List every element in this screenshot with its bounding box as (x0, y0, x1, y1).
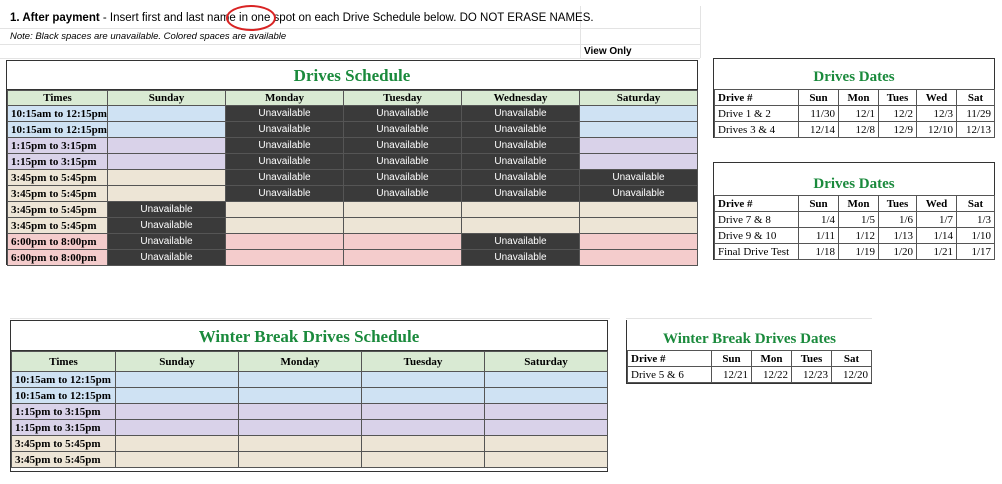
note-text: Note: Black spaces are unavailable. Colored spaces are available (10, 31, 287, 42)
date-row (628, 367, 872, 383)
drive-number: Drives 3 & 4 (715, 122, 799, 138)
winter-schedule (10, 320, 608, 472)
schedule-row (12, 436, 608, 452)
available-slot[interactable] (362, 404, 485, 420)
drive-number: Final Drive Test (715, 244, 799, 260)
column-header: Drive # (628, 351, 712, 367)
available-slot[interactable] (226, 250, 344, 266)
available-slot[interactable] (462, 202, 580, 218)
view-only-label: View Only (584, 46, 632, 57)
available-slot[interactable] (108, 186, 226, 202)
date-row (715, 212, 995, 228)
schedule-row (12, 452, 608, 468)
unavailable-slot: Unavailable (462, 122, 580, 138)
column-header: Wed (917, 196, 957, 212)
date-row (715, 244, 995, 260)
drive-date: 12/3 (917, 106, 957, 122)
available-slot[interactable] (239, 404, 362, 420)
drive-date: 1/20 (879, 244, 917, 260)
date-row (715, 122, 995, 138)
schedule-row (8, 138, 698, 154)
drive-date: 12/22 (752, 367, 792, 383)
column-header: Saturday (485, 352, 608, 372)
available-slot[interactable] (362, 436, 485, 452)
available-slot[interactable] (108, 170, 226, 186)
time-slot-label: 10:15am to 12:15pm (8, 106, 108, 122)
schedule-row (8, 170, 698, 186)
time-slot-label: 6:00pm to 8:00pm (8, 250, 108, 266)
drives-schedule-title: Drives Schedule (7, 61, 697, 90)
drive-date: 1/21 (917, 244, 957, 260)
available-slot[interactable] (239, 436, 362, 452)
sheet-gridline (0, 58, 700, 59)
unavailable-slot: Unavailable (344, 122, 462, 138)
schedule-row (8, 250, 698, 266)
drive-date: 1/10 (957, 228, 995, 244)
sheet-gridline (0, 28, 700, 29)
column-header: Saturday (580, 91, 698, 106)
schedule-row (8, 154, 698, 170)
column-header: Monday (226, 91, 344, 106)
schedule-row (12, 372, 608, 388)
unavailable-slot: Unavailable (226, 186, 344, 202)
unavailable-slot: Unavailable (226, 170, 344, 186)
available-slot[interactable] (580, 202, 698, 218)
drive-date: 12/23 (792, 367, 832, 383)
column-header: Times (12, 352, 116, 372)
drive-number: Drive 1 & 2 (715, 106, 799, 122)
unavailable-slot: Unavailable (226, 138, 344, 154)
time-slot-label: 1:15pm to 3:15pm (8, 154, 108, 170)
schedule-row (12, 420, 608, 436)
drive-date: 11/30 (799, 106, 839, 122)
available-slot[interactable] (344, 202, 462, 218)
time-slot-label: 1:15pm to 3:15pm (12, 404, 116, 420)
available-slot[interactable] (485, 372, 608, 388)
column-header: Tues (879, 196, 917, 212)
sheet-gridline (10, 318, 610, 319)
column-header: Wednesday (462, 91, 580, 106)
unavailable-slot: Unavailable (462, 154, 580, 170)
time-slot-label: 3:45pm to 5:45pm (12, 452, 116, 468)
schedule-row (8, 202, 698, 218)
time-slot-label: 10:15am to 12:15pm (12, 372, 116, 388)
drives-schedule-table (7, 90, 698, 266)
sheet-gridline (626, 318, 872, 319)
drive-number: Drive 9 & 10 (715, 228, 799, 244)
drive-date: 12/1 (839, 106, 879, 122)
unavailable-slot: Unavailable (580, 170, 698, 186)
time-slot-label: 3:45pm to 5:45pm (12, 436, 116, 452)
column-header: Wed (917, 90, 957, 106)
drive-date: 12/8 (839, 122, 879, 138)
drive-date: 12/21 (712, 367, 752, 383)
drives-dates-2-title: Drives Dates (813, 176, 895, 192)
time-slot-label: 6:00pm to 8:00pm (8, 234, 108, 250)
drive-date: 1/6 (879, 212, 917, 228)
drives-dates-2 (713, 162, 995, 260)
available-slot[interactable] (239, 388, 362, 404)
column-header: Times (8, 91, 108, 106)
available-slot[interactable] (362, 452, 485, 468)
drive-number: Drive 5 & 6 (628, 367, 712, 383)
drive-date: 1/3 (957, 212, 995, 228)
available-slot[interactable] (239, 452, 362, 468)
unavailable-slot: Unavailable (462, 138, 580, 154)
available-slot[interactable] (226, 234, 344, 250)
drive-number: Drive 7 & 8 (715, 212, 799, 228)
time-slot-label: 3:45pm to 5:45pm (8, 186, 108, 202)
instruction-line (10, 12, 594, 24)
available-slot[interactable] (485, 452, 608, 468)
column-header: Sun (712, 351, 752, 367)
available-slot[interactable] (226, 202, 344, 218)
drives-schedule (6, 60, 698, 265)
available-slot[interactable] (462, 218, 580, 234)
schedule-row (8, 106, 698, 122)
available-slot[interactable] (344, 250, 462, 266)
time-slot-label: 10:15am to 12:15pm (12, 388, 116, 404)
column-header: Sun (799, 90, 839, 106)
unavailable-slot: Unavailable (580, 186, 698, 202)
column-header: Mon (839, 90, 879, 106)
drive-date: 1/13 (879, 228, 917, 244)
column-header: Sat (832, 351, 872, 367)
column-header: Sunday (108, 91, 226, 106)
column-header: Tues (792, 351, 832, 367)
available-slot[interactable] (344, 218, 462, 234)
unavailable-slot: Unavailable (462, 186, 580, 202)
drive-date: 1/17 (957, 244, 995, 260)
drive-date: 1/7 (917, 212, 957, 228)
available-slot[interactable] (116, 404, 239, 420)
time-slot-label: 1:15pm to 3:15pm (8, 138, 108, 154)
unavailable-slot: Unavailable (462, 234, 580, 250)
drives-dates-1-table (714, 89, 995, 138)
available-slot[interactable] (239, 420, 362, 436)
available-slot[interactable] (362, 420, 485, 436)
drive-date: 12/14 (799, 122, 839, 138)
available-slot[interactable] (116, 452, 239, 468)
column-header: Mon (752, 351, 792, 367)
winter-dates-table (627, 350, 872, 383)
unavailable-slot: Unavailable (344, 154, 462, 170)
unavailable-slot: Unavailable (108, 202, 226, 218)
drive-date: 11/29 (957, 106, 995, 122)
schedule-row (8, 234, 698, 250)
column-header: Mon (839, 196, 879, 212)
drive-date: 12/13 (957, 122, 995, 138)
available-slot[interactable] (239, 372, 362, 388)
unavailable-slot: Unavailable (108, 234, 226, 250)
column-header: Sat (957, 90, 995, 106)
available-slot[interactable] (116, 436, 239, 452)
available-slot[interactable] (108, 122, 226, 138)
unavailable-slot: Unavailable (226, 106, 344, 122)
winter-dates-title: Winter Break Drives Dates (663, 331, 836, 347)
sheet-gridline (0, 44, 700, 45)
column-header: Drive # (715, 196, 799, 212)
unavailable-slot: Unavailable (108, 218, 226, 234)
available-slot[interactable] (362, 388, 485, 404)
drive-date: 12/9 (879, 122, 917, 138)
schedule-row (12, 388, 608, 404)
instruction-bold: 1. After payment (10, 12, 100, 24)
available-slot[interactable] (580, 106, 698, 122)
schedule-row (8, 218, 698, 234)
column-header: Sunday (116, 352, 239, 372)
time-slot-label: 1:15pm to 3:15pm (12, 420, 116, 436)
available-slot[interactable] (580, 138, 698, 154)
available-slot[interactable] (116, 388, 239, 404)
drive-date: 1/11 (799, 228, 839, 244)
date-row (715, 228, 995, 244)
unavailable-slot: Unavailable (344, 106, 462, 122)
schedule-row (8, 186, 698, 202)
available-slot[interactable] (116, 372, 239, 388)
column-header: Sat (957, 196, 995, 212)
unavailable-slot: Unavailable (344, 170, 462, 186)
winter-dates (626, 320, 872, 384)
available-slot[interactable] (580, 234, 698, 250)
unavailable-slot: Unavailable (462, 170, 580, 186)
column-header: Drive # (715, 90, 799, 106)
column-header: Tuesday (344, 91, 462, 106)
drive-date: 12/10 (917, 122, 957, 138)
time-slot-label: 3:45pm to 5:45pm (8, 218, 108, 234)
column-header: Tues (879, 90, 917, 106)
available-slot[interactable] (344, 234, 462, 250)
drives-dates-1 (713, 58, 995, 138)
drive-date: 1/19 (839, 244, 879, 260)
drive-date: 1/12 (839, 228, 879, 244)
available-slot[interactable] (580, 122, 698, 138)
time-slot-label: 10:15am to 12:15pm (8, 122, 108, 138)
schedule-row (12, 404, 608, 420)
available-slot[interactable] (108, 138, 226, 154)
drives-dates-1-title: Drives Dates (813, 69, 895, 85)
available-slot[interactable] (485, 404, 608, 420)
drive-date: 1/18 (799, 244, 839, 260)
available-slot[interactable] (580, 154, 698, 170)
red-circle-annotation (226, 5, 276, 31)
unavailable-slot: Unavailable (108, 250, 226, 266)
drives-dates-2-table (714, 195, 995, 260)
column-header: Sun (799, 196, 839, 212)
winter-schedule-table (11, 351, 608, 468)
date-row (715, 106, 995, 122)
column-header: Monday (239, 352, 362, 372)
unavailable-slot: Unavailable (344, 186, 462, 202)
unavailable-slot: Unavailable (462, 106, 580, 122)
schedule-row (8, 122, 698, 138)
available-slot[interactable] (116, 420, 239, 436)
drive-date: 1/4 (799, 212, 839, 228)
available-slot[interactable] (485, 420, 608, 436)
available-slot[interactable] (108, 106, 226, 122)
time-slot-label: 3:45pm to 5:45pm (8, 170, 108, 186)
available-slot[interactable] (226, 218, 344, 234)
available-slot[interactable] (485, 436, 608, 452)
column-header: Tuesday (362, 352, 485, 372)
unavailable-slot: Unavailable (226, 122, 344, 138)
available-slot[interactable] (580, 250, 698, 266)
available-slot[interactable] (580, 218, 698, 234)
drive-date: 12/2 (879, 106, 917, 122)
drive-date: 1/5 (839, 212, 879, 228)
unavailable-slot: Unavailable (462, 250, 580, 266)
sheet-gridline (700, 6, 701, 58)
unavailable-slot: Unavailable (344, 138, 462, 154)
drive-date: 1/14 (917, 228, 957, 244)
unavailable-slot: Unavailable (226, 154, 344, 170)
available-slot[interactable] (108, 154, 226, 170)
drive-date: 12/20 (832, 367, 872, 383)
winter-schedule-title: Winter Break Drives Schedule (11, 321, 607, 351)
available-slot[interactable] (485, 388, 608, 404)
time-slot-label: 3:45pm to 5:45pm (8, 202, 108, 218)
available-slot[interactable] (362, 372, 485, 388)
instruction-text: - Insert first and last name in one spot on each Drive Schedule below. DO NOT ERASE NAMES. (99, 12, 594, 24)
